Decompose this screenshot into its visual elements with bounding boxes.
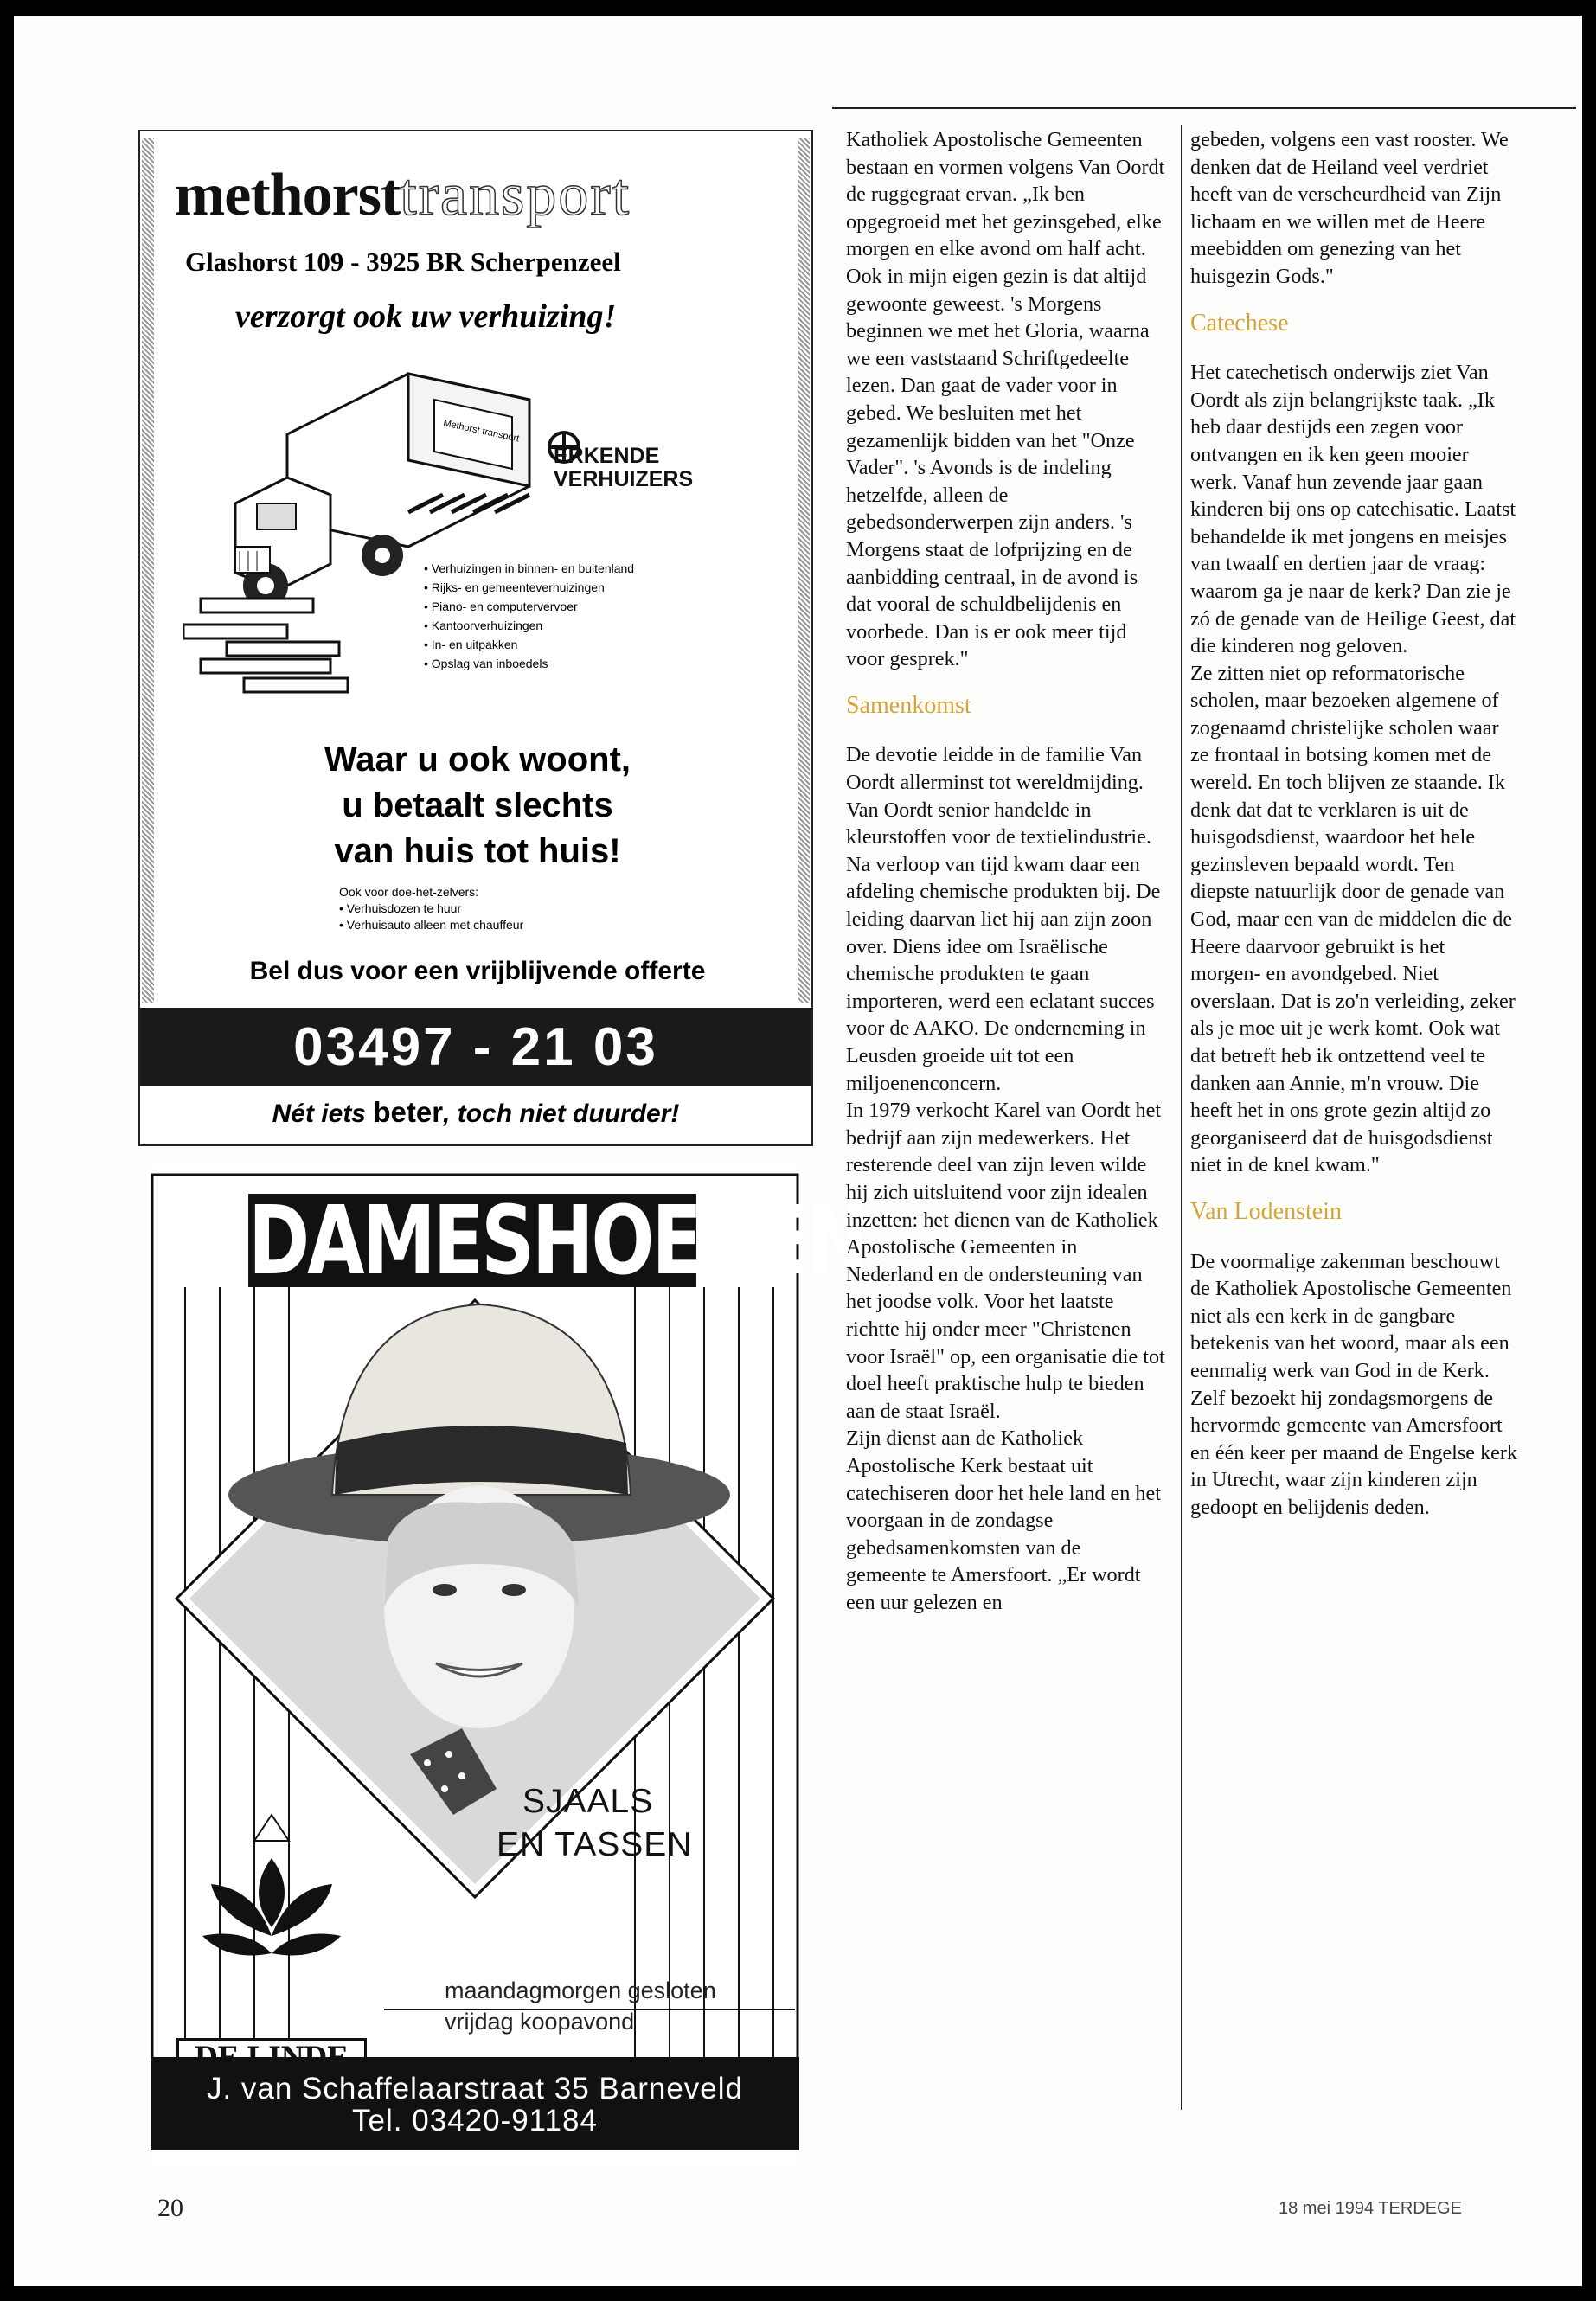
article-paragraph: Het catechetisch onderwijs ziet Van Oordt als zijn belangrijkste taak. „Ik heb daar destijds een zegen voor ontvangen en ik ken geen mooier werk. Vanaf hun zevende jaar gaan kinderen bij ons op catechisatie. Laatst behandelde ik met jongens en meisjes van twaalf en dertien jaar de vraag: waarom ga je naar de kerk? Dan zie je zó de genade van de Heilige Geest, dat die kinderen nog geloven. bbox=[1190, 361, 1516, 658]
article-paragraph: gebeden, volgens een vast rooster. We denken dat de Heiland veel verdriet heeft van de verscheurdheid van Zijn lichaam en we willen met de Heere meebidden om genezing van het huisgezin Gods." bbox=[1190, 128, 1509, 288]
slogan-part: , toch niet duurder! bbox=[443, 1099, 680, 1128]
service-item: • Opslag van inboedels bbox=[424, 654, 634, 673]
sjaals-en-tassen bbox=[497, 1780, 693, 1867]
service-item: • Piano- en computervervoer bbox=[424, 597, 634, 616]
article-paragraph: De voormalige zakenman beschouwt de Katholiek Apostolische Gemeenten niet als een kerk in de gangbare betekenis van het woord, maar als een eenmalig werk van God in de Kerk. Zelf bezoekt hij zondagsmorgens de hervormde gemeente van Amersfoort en één keer per maand de Engelse kerk in Utrecht, waar zijn kinderen zijn gedoopt en belijdenis deden. bbox=[1190, 1249, 1518, 1519]
telephone-line: Tel. 03420-91184 bbox=[352, 2104, 598, 2138]
page-number: 20 bbox=[157, 2194, 183, 2222]
diy-block bbox=[339, 884, 523, 933]
diy-intro: Ook voor doe-het-zelvers: bbox=[339, 885, 479, 899]
article-column-2 bbox=[1190, 126, 1519, 1522]
methorst-script-line: verzorgt ook uw verhuizing! bbox=[235, 298, 617, 335]
service-item: • Rijks- en gemeenteverhuizingen bbox=[424, 578, 634, 597]
erkende-verhuizers-badge bbox=[554, 445, 693, 491]
truck-label: Methorst transport bbox=[442, 418, 521, 445]
badge-line: ERKENDE bbox=[554, 444, 660, 468]
section-heading: Van Lodenstein bbox=[1190, 1197, 1342, 1225]
methorst-tagline bbox=[140, 737, 815, 875]
tassen-line: EN TASSEN bbox=[497, 1826, 693, 1863]
tagline-line: u betaalt slechts bbox=[342, 786, 613, 824]
brand-outline: transport bbox=[400, 162, 631, 228]
methorst-logo bbox=[175, 161, 631, 230]
hours-line: vrijdag koopavond bbox=[445, 2009, 635, 2035]
service-item: • Verhuizingen in binnen- en buitenland bbox=[424, 559, 634, 578]
sjaals-line: SJAALS bbox=[522, 1783, 654, 1820]
article-column-1 bbox=[846, 126, 1166, 1616]
service-item: • Kantoorverhuizingen bbox=[424, 616, 634, 635]
issue-footer: 18 mei 1994 TERDEGE bbox=[1279, 2199, 1462, 2218]
tagline-line: Waar u ook woont, bbox=[324, 740, 631, 779]
service-list bbox=[424, 559, 634, 673]
dameshoeden-title: DAMESHOEDEN bbox=[248, 1185, 867, 1296]
article-paragraph: De devotie leidde in de familie Van Oordt allerminst tot wereldmijding. Van Oordt senior handelde in kleurstoffen voor de textielindustrie. Na verloop van tijd kwam daar een afdeling chemische produkten bij. De leiding daarvan liet hij aan zijn zoon over. Diens idee om Israëlische chemische produkten te gaan importeren, werd een eclatant succes voor de AAKO. De onderneming in Leusden groeide uit tot een miljoenenconcern. bbox=[846, 743, 1161, 1095]
dameshoeden-advertisement bbox=[151, 1157, 867, 2168]
section-heading: Catechese bbox=[1190, 309, 1289, 336]
tagline-line: van huis tot huis! bbox=[334, 832, 621, 870]
methorst-phone: 03497 - 21 03 bbox=[140, 1008, 811, 1086]
slogan-emphasis: beter bbox=[373, 1096, 444, 1128]
opening-hours bbox=[445, 1975, 716, 2037]
slogan-part: Nét iets bbox=[272, 1099, 366, 1128]
methorst-advertisement bbox=[138, 130, 813, 1146]
de-linde-address bbox=[151, 2057, 799, 2150]
section-heading: Samenkomst bbox=[846, 691, 971, 719]
brand-dark: methorst bbox=[175, 162, 401, 228]
methorst-address: Glashorst 109 - 3925 BR Scherpenzeel bbox=[185, 247, 621, 277]
methorst-cta: Bel dus voor een vrijblijvende offerte bbox=[249, 957, 706, 985]
hours-line: maandagmorgen gesloten bbox=[445, 1977, 716, 2003]
article-paragraph: Katholiek Apostolische Gemeenten bestaan en vormen volgens Van Oordt de ruggegraat ervan. „Ik ben opgegroeid met het gezinsgebed, elke morgen en elke avond om half acht. Ook in mijn eigen gezin is dat altijd gewoonte geweest. 's Morgens beginnen we met het Gloria, waarna we een vaststaand Schriftgedeelte lezen. Dan gaat de vader voor in gebed. We besluiten met het gezamenlijk bidden van het "Onze Vader". 's Avonds is de indeling hetzelfde, alleen de gebedsonderwerpen zijn anders. 's Morgens staat de lofprijzing en de aanbidding centraal, in de avond is dat vooral de schuldbelijdenis en voorbede. Dan is er ook meer tijd voor gesprek." bbox=[846, 128, 1165, 671]
column-rule bbox=[1181, 125, 1182, 2110]
magazine-page bbox=[14, 16, 1582, 2286]
top-rule bbox=[832, 107, 1576, 109]
badge-line: VERHUIZERS bbox=[554, 467, 694, 491]
article-paragraph: In 1979 verkocht Karel van Oordt het bedrijf aan zijn medewerkers. Het resterende deel van zijn leven wilde hij zich uitsluitend voor zijn idealen inzetten: het dienen van de Katholiek Apostolische Gemeenten in Nederland en de ondersteuning van het joodse volk. Voor het laatste richtte hij onder meer "Christenen voor Israël" op, een organisatie die tot doel heeft praktische hulp te bieden aan de staat Israël. bbox=[846, 1099, 1165, 1423]
address-line: J. van Schaffelaarstraat 35 Barneveld bbox=[206, 2072, 744, 2106]
diy-item: • Verhuisauto alleen met chauffeur bbox=[339, 917, 523, 933]
article-paragraph: Ze zitten niet op reformatorische scholen, maar bezoeken algemene of zogenaamd christelijke scholen waar ze frontaal in botsing komen met de wereld. En toch blijven ze staande. Ik denk dat dat te verklaren is uit de huisgodsdienst, waardoor het hele gezinsleven bepaald wordt. Ten diepste natuurlijk door de genade van God, maar een van de middelen die de Heere daarvoor gebruikt is het morgen- en avondgebed. Niet overslaan. Dat is zo'n verleiding, zeker als je moe uit je werk komt. Ook wat dat betreft heb ik ontzettend veel te danken aan Annie, m'n vrouw. Die heeft het in ons grote gezin altijd zo georganiseerd dat de huisgodsdienst niet in de knel kwam." bbox=[1190, 661, 1516, 1177]
article-paragraph: Zijn dienst aan de Katholiek Apostolische Kerk bestaat uit catechiseren door het hele land en het voorgaan in de zondagse gebedsamenkomsten van de gemeente te Amersfoort. „Er wordt een uur gelezen en bbox=[846, 1426, 1161, 1614]
methorst-slogan bbox=[140, 1096, 811, 1129]
diy-item: • Verhuisdozen te huur bbox=[339, 901, 523, 917]
service-item: • In- en uitpakken bbox=[424, 635, 634, 654]
